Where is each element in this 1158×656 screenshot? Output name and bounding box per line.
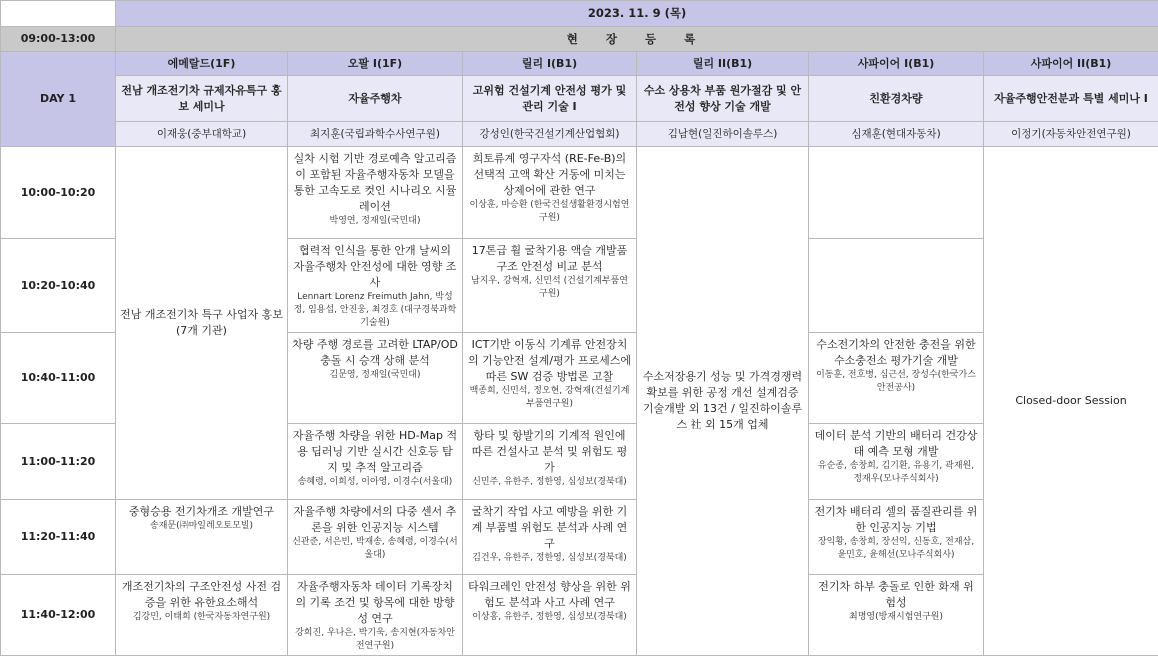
opal-talk (288, 574, 463, 655)
talk-title: 희토류계 영구자석 (RE-Fe-B)의 선택적 고액 확산 거동에 미치는 상제어에 관한 연구 (467, 151, 632, 199)
session-chair: 이재웅(중부대학교) (116, 122, 288, 147)
lily1-talk (463, 423, 637, 499)
talk-title: 자율주행 차량에서의 다중 센서 추론을 위한 인공지능 시스템 (292, 504, 458, 536)
talk-title: ICT기반 이동식 기계류 안전장치의 기능안전 설계/평가 프로세스에 따른 SW 검증 방법론 고찰 (467, 337, 632, 385)
session-title: 친환경차량 (809, 76, 984, 122)
time-slot: 11:40-12:00 (1, 574, 116, 655)
room-name: 사파이어 II(B1) (984, 52, 1158, 76)
session-title: 고위험 건설기계 안전성 평가 및 관리 기술 I (463, 76, 637, 122)
lily1-talk (463, 574, 637, 655)
opal-talk (288, 423, 463, 499)
talk-authors: 김강민, 이태희 (한국자동차연구원) (120, 611, 283, 624)
time-slot: 11:20-11:40 (1, 499, 116, 574)
talk-authors: 이상홍, 유한주, 정한영, 심성보(경북대) (467, 611, 632, 624)
talk-title: 수소저장용기 성능 및 가격경쟁력 확보를 위한 공정 개선 설계검증 기술개발 외 13건 / 일진하이솔루스 社 외 15개 업체 (641, 369, 804, 433)
talk-authors: 신관준, 서은빈, 박재송, 송혜령, 이경수(서울대) (292, 536, 458, 562)
talk-authors: 남지우, 강혁재, 신민석 (건설기계부품연구원) (467, 275, 632, 301)
talk-authors: 송재문(㈜마일레오토모빌) (120, 520, 283, 533)
talk-title: 17톤급 휠 굴착기용 액슬 개발품 구조 안전성 비교 분석 (467, 243, 632, 275)
talk-authors: 최명영(방재시험연구원) (813, 611, 979, 624)
opal-talk (288, 332, 463, 423)
sapphire1-talk (809, 423, 984, 499)
time-slot: 10:40-11:00 (1, 332, 116, 423)
lily1-talk (463, 332, 637, 423)
talk-title: 차량 주행 경로를 고려한 LTAP/OD 충돌 시 승객 상해 분석 (292, 337, 458, 369)
room-name: 오팔 I(1F) (288, 52, 463, 76)
talk-authors: 박영연, 정재일(국민대) (292, 215, 458, 228)
date-header: 2023. 11. 9 (목) (116, 1, 1158, 27)
time-slot: 11:00-11:20 (1, 423, 116, 499)
emerald-talk (116, 574, 288, 655)
registration-label: 현 장 등 록 (116, 27, 1158, 52)
session-title: 전남 개조전기차 규제자유특구 홍보 세미나 (116, 76, 288, 122)
talk-authors: 장익황, 송창희, 장선익, 신동호, 전재삼, 윤민호, 윤해선(모나주식회사) (813, 536, 979, 562)
talk-title: 개조전기차의 구조안전성 사전 검증을 위한 유한요소해석 (120, 579, 283, 611)
sapphire1-talk (809, 499, 984, 574)
opal-talk (288, 239, 463, 333)
lily2-talk (637, 147, 809, 656)
session-chair: 최지훈(국립과학수사연구원) (288, 122, 463, 147)
talk-title: 전남 개조전기차 특구 사업자 홍보(7개 기관) (120, 307, 283, 339)
lily1-talk (463, 239, 637, 333)
talk-title: 항타 및 항발기의 기계적 원인에 따른 건설사고 분석 및 위험도 평가 (467, 428, 632, 476)
emerald-talk (116, 147, 288, 500)
corner-cell (1, 1, 116, 27)
sapphire1-talk (809, 332, 984, 423)
emerald-talk (116, 499, 288, 574)
room-name: 릴리 II(B1) (637, 52, 809, 76)
talk-authors: 송혜령, 이희성, 이아영, 이경수(서울대) (292, 476, 458, 489)
talk-title: 수소전기차의 안전한 충전을 위한 수소충전소 평가기술 개발 (813, 337, 979, 369)
talk-title: 협력적 인식을 통한 안개 날씨의 자율주행차 안전성에 대한 영향 조사 (292, 243, 458, 291)
session-chair: 김남현(일진하이솔루스) (637, 122, 809, 147)
talk-title: 데이터 분석 기반의 배터리 건강상태 예측 모형 개발 (813, 428, 979, 460)
talk-title: 실차 시험 기반 경로예측 알고리즘이 포함된 자율주행자동차 모델을 통한 고속도로 컷인 시나리오 시뮬레이션 (292, 151, 458, 215)
sapphire1-empty (809, 147, 984, 239)
opal-talk (288, 499, 463, 574)
session-chair: 이정기(자동차안전연구원) (984, 122, 1158, 147)
day-label: DAY 1 (1, 52, 116, 147)
room-name: 사파이어 I(B1) (809, 52, 984, 76)
talk-title: 자율주행자동차 데이터 기록장치의 기록 조건 및 항목에 대한 방향성 연구 (292, 579, 458, 627)
talk-title: Closed-door Session (988, 393, 1154, 409)
talk-authors: 백종희, 신민석, 정오현, 강혁재(건설기계부품연구원) (467, 385, 632, 411)
talk-authors: 이동훈, 전호병, 심근선, 장성수(한국가스안전공사) (813, 369, 979, 395)
room-name: 에메랄드(1F) (116, 52, 288, 76)
talk-title: 전기차 하부 충돌로 인한 화재 위험성 (813, 579, 979, 611)
session-title: 수소 상용차 부품 원가절감 및 안전성 향상 기술 개발 (637, 76, 809, 122)
sapphire1-empty (809, 239, 984, 333)
opal-talk (288, 147, 463, 239)
talk-authors: Lennart Lorenz Freimuth Jahn, 박성정, 임용섭, 안진웅, 최경호 (대구경북과학기술원) (292, 291, 458, 330)
time-slot: 10:20-10:40 (1, 239, 116, 333)
session-title: 자율주행차 (288, 76, 463, 122)
registration-time: 09:00-13:00 (1, 27, 116, 52)
talk-title: 타워크레인 안전성 향상을 위한 위험도 분석과 사고 사례 연구 (467, 579, 632, 611)
session-chair: 심재훈(현대자동차) (809, 122, 984, 147)
talk-authors: 강희진, 우나은, 박기욱, 송지현(자동차안전연구원) (292, 627, 458, 653)
time-slot: 10:00-10:20 (1, 147, 116, 239)
lily1-talk (463, 499, 637, 574)
talk-title: 중형승용 전기차개조 개발연구 (120, 504, 283, 520)
talk-authors: 김건우, 유한주, 정한영, 심성보(경북대) (467, 552, 632, 565)
talk-title: 전기차 배터리 셀의 품질관리를 위한 인공지능 기법 (813, 504, 979, 536)
room-name: 릴리 I(B1) (463, 52, 637, 76)
talk-authors: 신민주, 유한주, 정한영, 심성보(경북대) (467, 476, 632, 489)
talk-title: 굴착기 작업 사고 예방을 위한 기계 부품별 위험도 분석과 사례 연구 (467, 504, 632, 552)
talk-title: 자율주행 차량을 위한 HD-Map 적용 딥러닝 기반 실시간 신호등 탐지 및 추적 알고리즘 (292, 428, 458, 476)
session-chair: 강성인(한국건설기계산업협회) (463, 122, 637, 147)
session-title: 자율주행안전분과 특별 세미나 I (984, 76, 1158, 122)
talk-authors: 김문영, 정재일(국민대) (292, 369, 458, 382)
talk-authors: 이상훈, 마승환 (한국건설생활환경시험연구원) (467, 199, 632, 225)
talk-authors: 유순종, 송창희, 김기환, 유용기, 곽재원, 정재우(모나주식회사) (813, 460, 979, 486)
sapphire2-session (984, 147, 1158, 656)
lily1-talk (463, 147, 637, 239)
sapphire1-talk (809, 574, 984, 655)
